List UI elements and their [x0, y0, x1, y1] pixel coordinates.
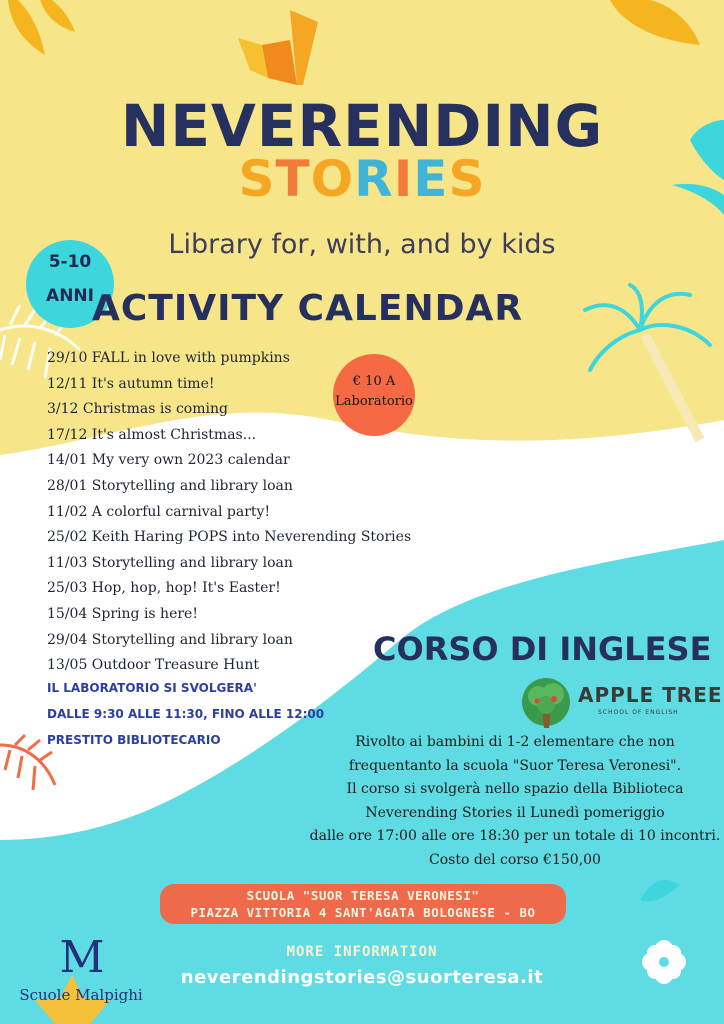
address-street: PIAZZA VITTORIA 4 SANT'AGATA BOLOGNESE - BO	[190, 905, 536, 920]
corso-description	[300, 731, 724, 872]
address-school: SCUOLA "SUOR TERESA VERONESI"	[246, 888, 480, 903]
malpighi-logo-text: Scuole Malpighi	[19, 986, 143, 1004]
age-range: 5-10	[48, 252, 92, 272]
calendar-note: IL LABORATORIO SI SVOLGERA'	[47, 681, 257, 695]
calendar-event: 29/04 Storytelling and library loan	[47, 631, 293, 648]
age-unit: ANNI	[46, 286, 94, 306]
partner-subtitle: SCHOOL OF ENGLISH	[598, 709, 679, 716]
calendar-event: 13/05 Outdoor Treasure Hunt	[47, 657, 260, 674]
calendar-event: 25/03 Hop, hop, hop! It's Easter!	[47, 580, 281, 597]
calendar-event: 28/01 Storytelling and library loan	[47, 477, 293, 494]
calendar-event: 15/04 Spring is here!	[47, 605, 198, 622]
main-title-stories	[0, 150, 724, 208]
corso-line: Costo del corso €150,00	[429, 851, 601, 868]
calendar-event: 12/11 It's autumn time!	[47, 375, 215, 392]
partner-name: APPLE TREE	[578, 683, 723, 707]
calendar-event: 3/12 Christmas is coming	[47, 401, 228, 418]
apple-tree-icon	[520, 678, 572, 730]
corso-line: dalle ore 17:00 alle ore 18:30 per un totale di 10 incontri.	[309, 828, 721, 844]
main-title: NEVERENDING	[120, 92, 604, 160]
title-letter: E	[413, 150, 449, 208]
title-letter: S	[448, 150, 486, 208]
price-amount: € 10 A	[352, 374, 396, 389]
title-letter: T	[275, 150, 311, 208]
title-letter: S	[238, 150, 276, 208]
corso-line: Rivolto ai bambini di 1-2 elementare che non	[355, 734, 675, 750]
malpighi-logo-letter: M	[59, 932, 105, 983]
corso-line: frequentanto la scuola "Suor Teresa Veronesi".	[348, 757, 682, 774]
title-letter: O	[310, 150, 355, 208]
corso-title: CORSO DI INGLESE	[373, 630, 712, 668]
contact-email[interactable]: neverendingstories@suorteresa.it	[180, 967, 544, 988]
corso-line: Neverending Stories il Lunedì pomeriggio	[365, 804, 665, 821]
calendar-event: 17/12 It's almost Christmas...	[47, 426, 257, 443]
calendar-event: 25/02 Keith Haring POPS into Neverending Stories	[47, 529, 412, 546]
calendar-event: 11/02 A colorful carnival party!	[47, 503, 271, 520]
calendar-event: 14/01 My very own 2023 calendar	[47, 452, 290, 469]
title-letter: I	[393, 150, 414, 208]
calendar-note: PRESTITO BIBLIOTECARIO	[47, 733, 221, 747]
more-info-label: MORE INFORMATION	[286, 944, 438, 960]
calendar-title: ACTIVITY CALENDAR	[92, 288, 524, 329]
calendar-event: 11/03 Storytelling and library loan	[47, 554, 293, 571]
calendar-note: DALLE 9:30 ALLE 11:30, FINO ALLE 12:00	[47, 707, 325, 721]
calendar-event: 29/10 FALL in love with pumpkins	[47, 350, 290, 366]
title-letter: R	[354, 150, 394, 208]
subtitle: Library for, with, and by kids	[168, 229, 556, 260]
price-badge	[333, 354, 415, 436]
price-unit: Laboratorio	[335, 394, 413, 409]
corso-line: Il corso si svolgerà nello spazio della Biblioteca	[346, 781, 684, 797]
